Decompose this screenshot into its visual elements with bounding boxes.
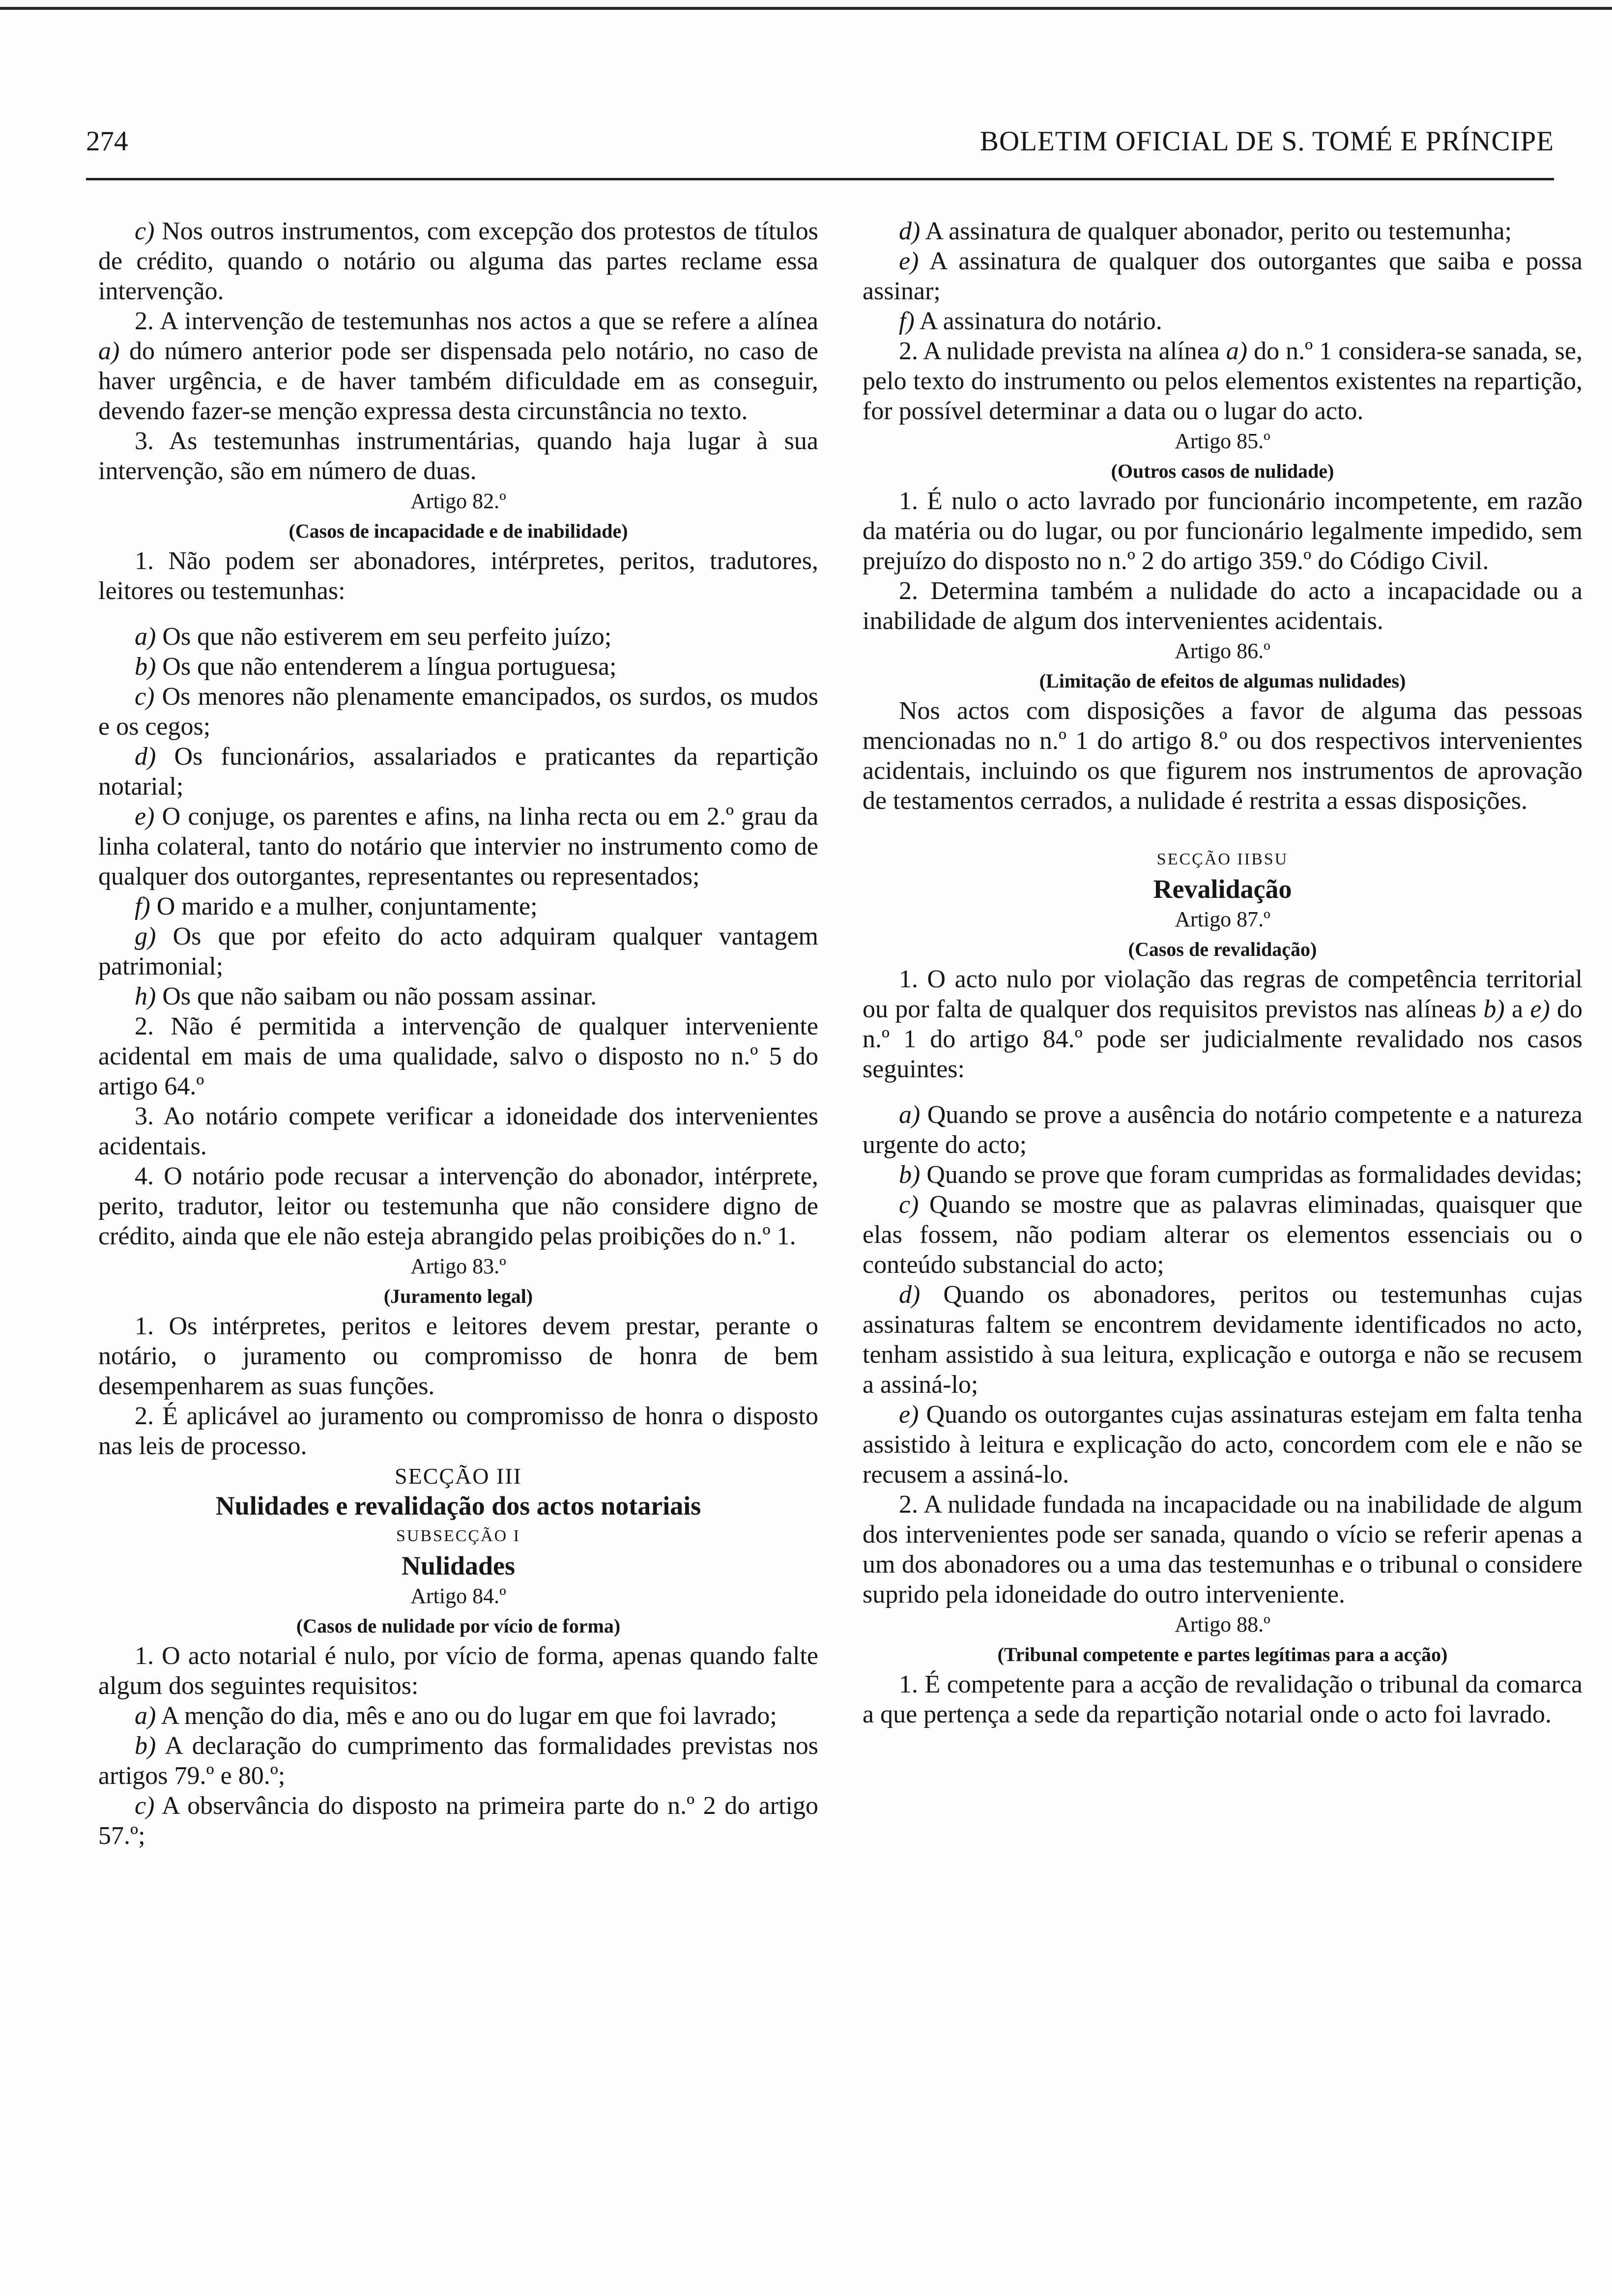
list-item: c) Quando se mostre que as palavras eliminadas, quaisquer que elas fossem, não podiam alterar os elementos essenciais ou o conteúdo substancial do acto; <box>863 1191 1583 1279</box>
section-title: Nulidades e revalidação dos actos notariais <box>215 1491 701 1521</box>
list-item: b) A declaração do cumprimento das formalidades previstas nos artigos 79.º e 80.º; <box>98 1732 818 1790</box>
list-item: e) O conjuge, os parentes e afins, na linha recta ou em 2.º grau da linha colateral, tanto do notário que intervier no instrumento como de qualquer dos outorgantes, representantes ou representados; <box>98 803 818 890</box>
right-column <box>863 216 1583 1729</box>
paragraph: 2. Determina também a nulidade do acto a incapacidade ou a inabilidade de algum dos intervenientes acidentais. <box>863 577 1583 635</box>
list-item: d) Quando os abonadores, peritos ou testemunhas cujas assinaturas faltem se encontrem devidamente identificados no acto, tenham assistido à sua leitura, explicação e outorga e não se recusem a assiná-lo; <box>863 1281 1583 1399</box>
paragraph: Nos actos com disposições a favor de alguma das pessoas mencionadas no n.º 1 do artigo 8.º ou dos respectivos intervenientes acidentais, incluindo os que figurem nos instrumentos de aprovação de testamentos cerrados, a nulidade é restrita a essas disposições. <box>863 697 1583 815</box>
paragraph: 2. É aplicável ao juramento ou compromisso de honra o disposto nas leis de processo. <box>98 1402 818 1460</box>
article-heading: Artigo 87.º <box>1175 907 1270 931</box>
article-caption: (Outros casos de nulidade) <box>1111 460 1334 482</box>
list-item: e) A assinatura de qualquer dos outorgantes que saiba e possa assinar; <box>863 247 1583 305</box>
paragraph: 3. Ao notário compete verificar a idoneidade dos intervenientes acidentais. <box>98 1102 818 1160</box>
article-heading: Artigo 84.º <box>410 1584 506 1608</box>
list-item: a) Quando se prove a ausência do notário competente e a natureza urgente do acto; <box>863 1101 1583 1159</box>
paragraph: 1. O acto nulo por violação das regras de competência territorial ou por falta de qualquer dos requisitos previstos nas alíneas b) a e) do n.º 1 do artigo 84.º pode ser judicialmente revalidado nos casos seguintes: <box>863 965 1583 1083</box>
article-caption: (Tribunal competente e partes legítimas para a acção) <box>997 1643 1448 1665</box>
paragraph: 1. Não podem ser abonadores, intérpretes, peritos, tradutores, leitores ou testemunhas: <box>98 547 818 605</box>
header-rule <box>86 178 1554 180</box>
list-item: f) A assinatura do notário. <box>899 307 1162 335</box>
page-header <box>86 125 1554 165</box>
list-item: a) A menção do dia, mês e ano ou do lugar em que foi lavrado; <box>135 1702 777 1730</box>
article-caption: (Casos de nulidade por vício de forma) <box>296 1615 621 1637</box>
list-item: e) Quando os outorgantes cujas assinaturas estejam em falta tenha assistido à leitura e explicação do acto, concordem com ele e não se recusem a assiná-lo. <box>863 1401 1583 1489</box>
list-item: d) Os funcionários, assalariados e praticantes da repartição notarial; <box>98 743 818 801</box>
subsection-label: SECÇÃO IIBSU <box>1156 850 1289 868</box>
article-caption: (Casos de revalidação) <box>1128 938 1317 960</box>
paragraph: 2. A nulidade prevista na alínea a) do n.º 1 considera-se sanada, se, pelo texto do instrumento ou pelos elementos existentes na repartição, for possível determinar a data ou o lugar do acto. <box>863 337 1583 425</box>
paragraph: 1. É competente para a acção de revalidação o tribunal da comarca a que pertença a sede da repartição notarial onde o acto foi lavrado. <box>863 1670 1583 1728</box>
paragraph: 3. As testemunhas instrumentárias, quando haja lugar à sua intervenção, são em número de duas. <box>98 427 818 485</box>
page-number: 274 <box>86 126 128 157</box>
article-heading: Artigo 83.º <box>410 1254 506 1278</box>
paragraph: 2. A intervenção de testemunhas nos actos a que se refere a alínea a) do número anterior pode ser dispensada pelo notário, no caso de haver urgência, e de haver também dificuldade em as conseguir, devendo fazer-se menção expressa desta circunstância no texto. <box>98 307 819 425</box>
list-item: c) Os menores não plenamente emancipados, os surdos, os mudos e os cegos; <box>98 683 818 741</box>
article-heading: Artigo 82.º <box>410 489 506 513</box>
article-caption: (Limitação de efeitos de algumas nulidades) <box>1039 670 1406 692</box>
paragraph: 1. O acto notarial é nulo, por vício de forma, apenas quando falte algum dos seguintes requisitos: <box>98 1642 818 1700</box>
list-item: d) A assinatura de qualquer abonador, perito ou testemunha; <box>899 217 1512 245</box>
article-heading: Artigo 86.º <box>1175 639 1270 663</box>
paragraph: 4. O notário pode recusar a intervenção do abonador, intérprete, perito, tradutor, leitor ou testemunha que não considere digno de crédito, ainda que ele não esteja abrangido pelas proibições do n.º 1. <box>98 1162 818 1250</box>
paragraph: 1. É nulo o acto lavrado por funcionário incompetente, em razão da matéria ou do lugar, ou por funcionário legalmente impedido, sem prejuízo do disposto no n.º 2 do artigo 359.º do Código Civil. <box>863 487 1583 575</box>
article-heading: Artigo 85.º <box>1175 429 1270 453</box>
list-item: f) O marido e a mulher, conjuntamente; <box>135 892 538 920</box>
paragraph: 2. Não é permitida a intervenção de qualquer interveniente acidental em mais de uma qualidade, salvo o disposto no n.º 5 do artigo 64.º <box>98 1012 818 1100</box>
article-caption: (Casos de incapacidade e de inabilidade) <box>288 520 628 542</box>
list-item: h) Os que não saibam ou não possam assinar. <box>135 982 597 1010</box>
paragraph: 1. Os intérpretes, peritos e leitores devem prestar, perante o notário, o juramento ou compromisso de honra de bem desempenharem as suas funções. <box>98 1312 818 1400</box>
article-heading: Artigo 88.º <box>1175 1612 1270 1636</box>
section-label: SECÇÃO III <box>395 1464 522 1489</box>
list-item: b) Quando se prove que foram cumpridas as formalidades devidas; <box>899 1161 1583 1189</box>
paragraph: c) Nos outros instrumentos, com excepção dos protestos de títulos de crédito, quando o notário ou alguma das partes reclame essa intervenção. <box>98 217 819 305</box>
list-item: a) Os que não estiverem em seu perfeito juízo; <box>135 623 612 651</box>
article-caption: (Juramento legal) <box>383 1285 533 1307</box>
list-item: b) Os que não entenderem a língua portuguesa; <box>135 653 617 681</box>
page-top-edge <box>0 7 1612 10</box>
left-column <box>98 216 818 1851</box>
subsection-label: SUBSECÇÃO I <box>396 1527 521 1545</box>
subsection-title: Nulidades <box>401 1551 516 1580</box>
journal-title: BOLETIM OFICIAL DE S. TOMÉ E PRÍNCIPE <box>979 126 1554 157</box>
subsection-title: Revalidação <box>1153 874 1292 904</box>
list-item: c) A observância do disposto na primeira parte do n.º 2 do artigo 57.º; <box>98 1792 818 1850</box>
paragraph: 2. A nulidade fundada na incapacidade ou na inabilidade de algum dos intervenientes pode ser sanada, quando o vício se referir apenas a um dos abonadores ou a uma das testemunhas e o tribunal o considere suprido pela idoneidade do outro interveniente. <box>863 1491 1583 1608</box>
list-item: g) Os que por efeito do acto adquiram qualquer vantagem patrimonial; <box>98 922 819 980</box>
